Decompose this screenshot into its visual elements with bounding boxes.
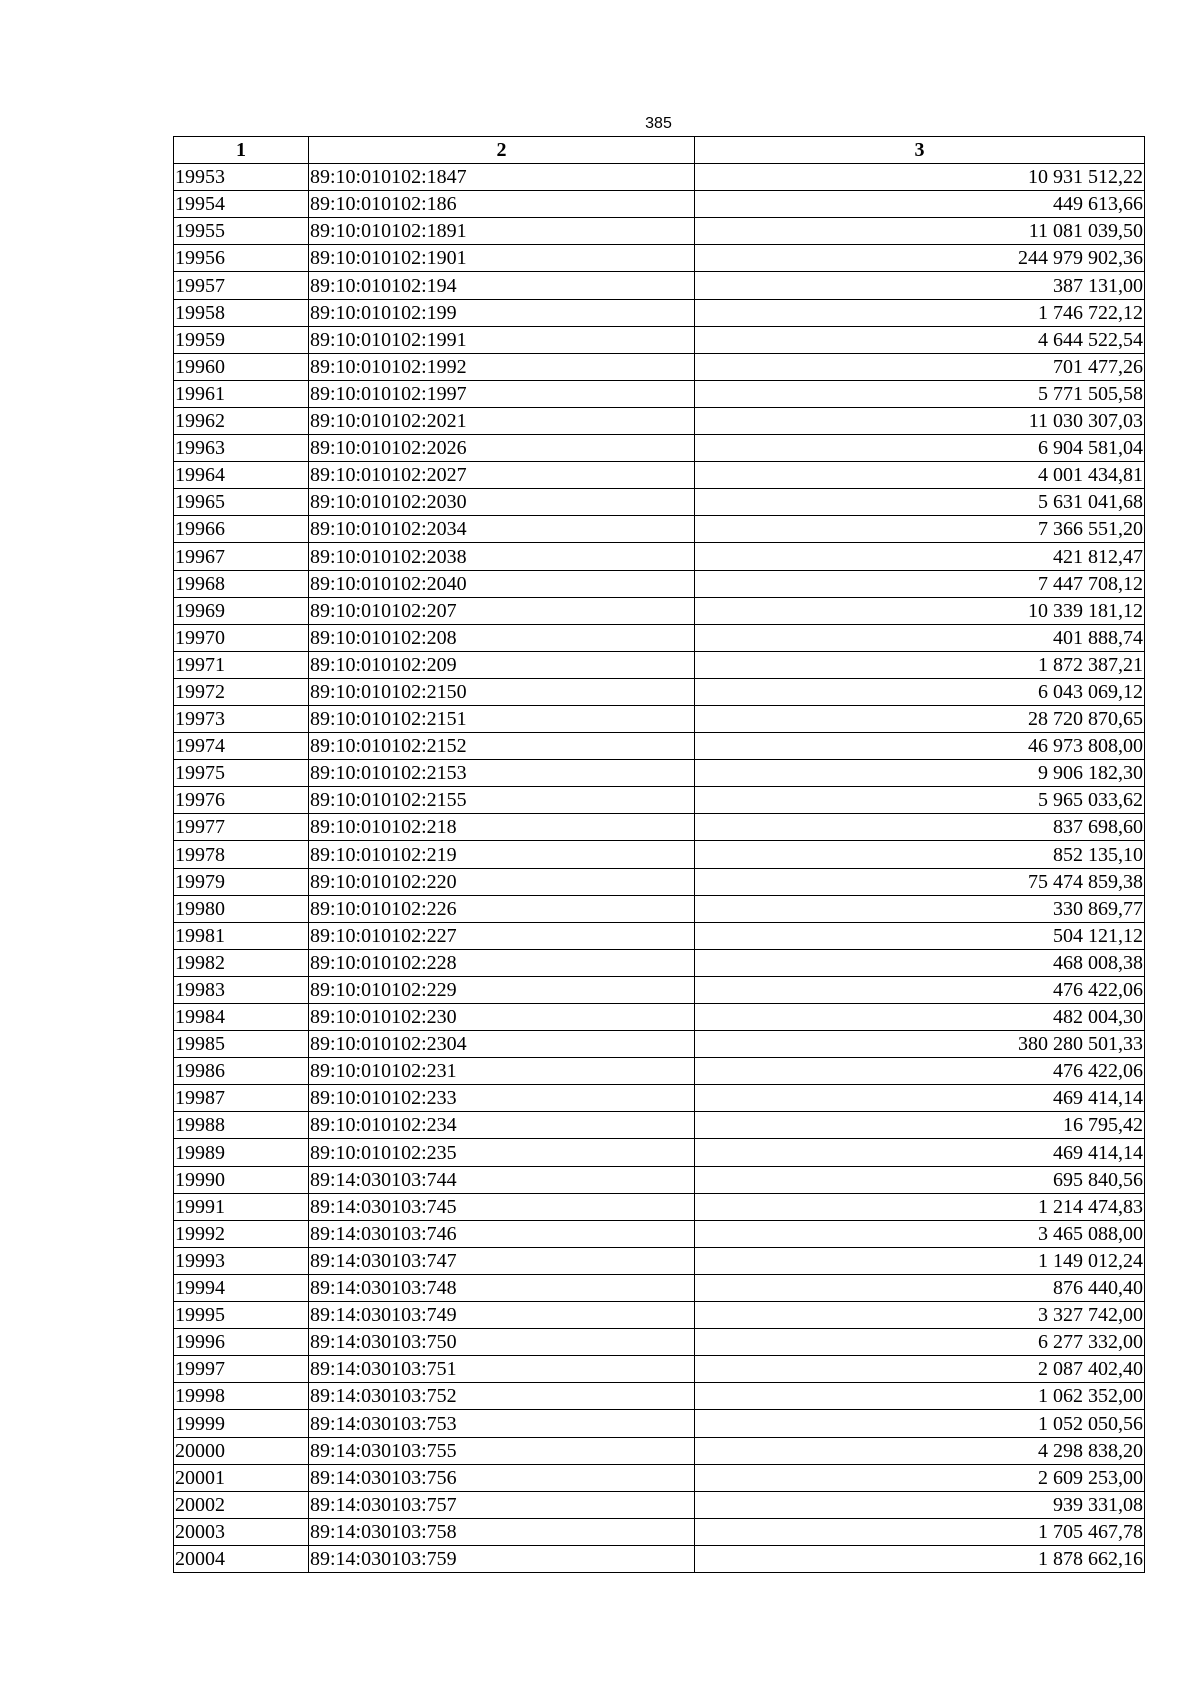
row-number-cell: 19987 <box>174 1085 309 1112</box>
row-number-cell: 19957 <box>174 272 309 299</box>
cadastral-number-cell: 89:14:030103:746 <box>309 1220 695 1247</box>
table-row <box>174 976 1145 1003</box>
row-number-cell: 19965 <box>174 489 309 516</box>
cadastral-number-cell: 89:14:030103:744 <box>309 1166 695 1193</box>
cadastral-number-cell: 89:14:030103:751 <box>309 1356 695 1383</box>
cadastral-value-cell: 11 030 307,03 <box>695 407 1145 434</box>
cadastral-number-cell: 89:10:010102:1997 <box>309 380 695 407</box>
cadastral-number-cell: 89:10:010102:199 <box>309 299 695 326</box>
row-number-cell: 19980 <box>174 895 309 922</box>
table-row <box>174 1004 1145 1031</box>
table-row <box>174 218 1145 245</box>
cadastral-number-cell: 89:10:010102:229 <box>309 976 695 1003</box>
cadastral-number-cell: 89:10:010102:234 <box>309 1112 695 1139</box>
row-number-cell: 19999 <box>174 1410 309 1437</box>
cadastral-number-cell: 89:10:010102:220 <box>309 868 695 895</box>
cadastral-number-cell: 89:10:010102:2150 <box>309 678 695 705</box>
table-row <box>174 1139 1145 1166</box>
cadastral-number-cell: 89:10:010102:2026 <box>309 435 695 462</box>
cadastral-number-cell: 89:10:010102:2153 <box>309 760 695 787</box>
cadastral-value-cell: 476 422,06 <box>695 976 1145 1003</box>
table-row <box>174 380 1145 407</box>
cadastral-number-cell: 89:10:010102:194 <box>309 272 695 299</box>
table-row <box>174 570 1145 597</box>
row-number-cell: 19962 <box>174 407 309 434</box>
column-header-1: 1 <box>174 137 309 164</box>
cadastral-number-cell: 89:14:030103:753 <box>309 1410 695 1437</box>
table-row <box>174 651 1145 678</box>
cadastral-value-cell: 244 979 902,36 <box>695 245 1145 272</box>
cadastral-value-cell: 468 008,38 <box>695 949 1145 976</box>
row-number-cell: 19979 <box>174 868 309 895</box>
cadastral-value-cell: 2 087 402,40 <box>695 1356 1145 1383</box>
page-number: 385 <box>645 115 672 132</box>
row-number-cell: 19955 <box>174 218 309 245</box>
row-number-cell: 19970 <box>174 624 309 651</box>
row-number-cell: 19997 <box>174 1356 309 1383</box>
table-row <box>174 516 1145 543</box>
row-number-cell: 19964 <box>174 462 309 489</box>
cadastral-value-table <box>173 136 1145 1573</box>
table-body <box>174 164 1145 1573</box>
cadastral-value-cell: 1 052 050,56 <box>695 1410 1145 1437</box>
table-row <box>174 841 1145 868</box>
row-number-cell: 19968 <box>174 570 309 597</box>
cadastral-number-cell: 89:10:010102:2027 <box>309 462 695 489</box>
row-number-cell: 19977 <box>174 814 309 841</box>
row-number-cell: 19984 <box>174 1004 309 1031</box>
table-row <box>174 1112 1145 1139</box>
row-number-cell: 20003 <box>174 1518 309 1545</box>
table-row <box>174 1356 1145 1383</box>
cadastral-value-cell: 1 746 722,12 <box>695 299 1145 326</box>
cadastral-value-cell: 380 280 501,33 <box>695 1031 1145 1058</box>
cadastral-value-cell: 876 440,40 <box>695 1274 1145 1301</box>
cadastral-number-cell: 89:10:010102:219 <box>309 841 695 868</box>
table-row <box>174 1464 1145 1491</box>
table-row <box>174 678 1145 705</box>
table-row <box>174 272 1145 299</box>
table-row <box>174 245 1145 272</box>
cadastral-number-cell: 89:14:030103:752 <box>309 1383 695 1410</box>
cadastral-value-cell: 4 001 434,81 <box>695 462 1145 489</box>
row-number-cell: 19953 <box>174 164 309 191</box>
table-row <box>174 326 1145 353</box>
table-row <box>174 489 1145 516</box>
row-number-cell: 19998 <box>174 1383 309 1410</box>
row-number-cell: 19978 <box>174 841 309 868</box>
cadastral-number-cell: 89:10:010102:1991 <box>309 326 695 353</box>
cadastral-value-cell: 4 298 838,20 <box>695 1437 1145 1464</box>
cadastral-number-cell: 89:14:030103:758 <box>309 1518 695 1545</box>
cadastral-value-cell: 401 888,74 <box>695 624 1145 651</box>
column-header-3: 3 <box>695 137 1145 164</box>
cadastral-value-cell: 16 795,42 <box>695 1112 1145 1139</box>
cadastral-number-cell: 89:10:010102:2034 <box>309 516 695 543</box>
cadastral-value-cell: 421 812,47 <box>695 543 1145 570</box>
row-number-cell: 19972 <box>174 678 309 705</box>
cadastral-value-cell: 476 422,06 <box>695 1058 1145 1085</box>
cadastral-value-cell: 4 644 522,54 <box>695 326 1145 353</box>
table-row <box>174 407 1145 434</box>
table-row <box>174 1545 1145 1572</box>
table-row <box>174 1085 1145 1112</box>
row-number-cell: 19975 <box>174 760 309 787</box>
row-number-cell: 19967 <box>174 543 309 570</box>
table-row <box>174 733 1145 760</box>
cadastral-value-cell: 469 414,14 <box>695 1085 1145 1112</box>
table-row <box>174 814 1145 841</box>
cadastral-value-cell: 330 869,77 <box>695 895 1145 922</box>
row-number-cell: 19989 <box>174 1139 309 1166</box>
row-number-cell: 19956 <box>174 245 309 272</box>
row-number-cell: 19990 <box>174 1166 309 1193</box>
cadastral-number-cell: 89:10:010102:1891 <box>309 218 695 245</box>
cadastral-value-cell: 449 613,66 <box>695 191 1145 218</box>
row-number-cell: 19994 <box>174 1274 309 1301</box>
cadastral-number-cell: 89:14:030103:750 <box>309 1329 695 1356</box>
cadastral-value-cell: 75 474 859,38 <box>695 868 1145 895</box>
table-row <box>174 868 1145 895</box>
table-row <box>174 597 1145 624</box>
cadastral-number-cell: 89:10:010102:2021 <box>309 407 695 434</box>
row-number-cell: 19966 <box>174 516 309 543</box>
table-row <box>174 435 1145 462</box>
table-row <box>174 1410 1145 1437</box>
cadastral-number-cell: 89:10:010102:231 <box>309 1058 695 1085</box>
cadastral-number-cell: 89:10:010102:227 <box>309 922 695 949</box>
cadastral-value-cell: 11 081 039,50 <box>695 218 1145 245</box>
cadastral-number-cell: 89:10:010102:1847 <box>309 164 695 191</box>
cadastral-number-cell: 89:10:010102:2155 <box>309 787 695 814</box>
cadastral-number-cell: 89:10:010102:2030 <box>309 489 695 516</box>
row-number-cell: 19988 <box>174 1112 309 1139</box>
cadastral-number-cell: 89:10:010102:1901 <box>309 245 695 272</box>
row-number-cell: 20001 <box>174 1464 309 1491</box>
cadastral-number-cell: 89:14:030103:747 <box>309 1247 695 1274</box>
row-number-cell: 19992 <box>174 1220 309 1247</box>
row-number-cell: 19996 <box>174 1329 309 1356</box>
cadastral-number-cell: 89:14:030103:757 <box>309 1491 695 1518</box>
cadastral-number-cell: 89:10:010102:2304 <box>309 1031 695 1058</box>
cadastral-number-cell: 89:10:010102:209 <box>309 651 695 678</box>
cadastral-value-cell: 837 698,60 <box>695 814 1145 841</box>
cadastral-value-cell: 6 277 332,00 <box>695 1329 1145 1356</box>
table-row <box>174 1491 1145 1518</box>
cadastral-value-cell: 3 465 088,00 <box>695 1220 1145 1247</box>
table-row <box>174 1220 1145 1247</box>
cadastral-value-cell: 3 327 742,00 <box>695 1302 1145 1329</box>
cadastral-value-cell: 1 149 012,24 <box>695 1247 1145 1274</box>
row-number-cell: 19995 <box>174 1302 309 1329</box>
column-header-2: 2 <box>309 137 695 164</box>
table-row <box>174 1274 1145 1301</box>
cadastral-number-cell: 89:10:010102:230 <box>309 1004 695 1031</box>
table-row <box>174 624 1145 651</box>
cadastral-value-cell: 1 878 662,16 <box>695 1545 1145 1572</box>
cadastral-number-cell: 89:14:030103:745 <box>309 1193 695 1220</box>
row-number-cell: 19981 <box>174 922 309 949</box>
row-number-cell: 19954 <box>174 191 309 218</box>
row-number-cell: 19960 <box>174 353 309 380</box>
cadastral-value-cell: 7 447 708,12 <box>695 570 1145 597</box>
cadastral-value-cell: 482 004,30 <box>695 1004 1145 1031</box>
cadastral-value-cell: 9 906 182,30 <box>695 760 1145 787</box>
table-row <box>174 164 1145 191</box>
cadastral-value-cell: 28 720 870,65 <box>695 705 1145 732</box>
cadastral-value-cell: 1 872 387,21 <box>695 651 1145 678</box>
cadastral-number-cell: 89:10:010102:2040 <box>309 570 695 597</box>
row-number-cell: 19971 <box>174 651 309 678</box>
cadastral-value-cell: 5 631 041,68 <box>695 489 1145 516</box>
cadastral-value-cell: 695 840,56 <box>695 1166 1145 1193</box>
table-row <box>174 1031 1145 1058</box>
row-number-cell: 20000 <box>174 1437 309 1464</box>
cadastral-number-cell: 89:10:010102:235 <box>309 1139 695 1166</box>
cadastral-value-cell: 10 339 181,12 <box>695 597 1145 624</box>
cadastral-number-cell: 89:10:010102:226 <box>309 895 695 922</box>
table-row <box>174 191 1145 218</box>
table-row <box>174 922 1145 949</box>
cadastral-number-cell: 89:14:030103:756 <box>309 1464 695 1491</box>
cadastral-value-cell: 469 414,14 <box>695 1139 1145 1166</box>
row-number-cell: 19961 <box>174 380 309 407</box>
table-header-row <box>174 137 1145 164</box>
cadastral-value-cell: 5 771 505,58 <box>695 380 1145 407</box>
cadastral-value-cell: 1 705 467,78 <box>695 1518 1145 1545</box>
table-row <box>174 1518 1145 1545</box>
cadastral-value-cell: 504 121,12 <box>695 922 1145 949</box>
cadastral-value-cell: 7 366 551,20 <box>695 516 1145 543</box>
table-row <box>174 705 1145 732</box>
cadastral-number-cell: 89:14:030103:759 <box>309 1545 695 1572</box>
cadastral-value-cell: 1 214 474,83 <box>695 1193 1145 1220</box>
table-row <box>174 1383 1145 1410</box>
row-number-cell: 19959 <box>174 326 309 353</box>
row-number-cell: 19985 <box>174 1031 309 1058</box>
table-row <box>174 895 1145 922</box>
row-number-cell: 19986 <box>174 1058 309 1085</box>
cadastral-number-cell: 89:10:010102:2152 <box>309 733 695 760</box>
row-number-cell: 19991 <box>174 1193 309 1220</box>
row-number-cell: 19973 <box>174 705 309 732</box>
table-row <box>174 1247 1145 1274</box>
table-row <box>174 1329 1145 1356</box>
row-number-cell: 20002 <box>174 1491 309 1518</box>
cadastral-number-cell: 89:14:030103:749 <box>309 1302 695 1329</box>
cadastral-number-cell: 89:10:010102:2038 <box>309 543 695 570</box>
cadastral-value-cell: 46 973 808,00 <box>695 733 1145 760</box>
cadastral-number-cell: 89:10:010102:233 <box>309 1085 695 1112</box>
cadastral-value-cell: 701 477,26 <box>695 353 1145 380</box>
cadastral-number-cell: 89:10:010102:2151 <box>309 705 695 732</box>
row-number-cell: 19983 <box>174 976 309 1003</box>
cadastral-number-cell: 89:10:010102:228 <box>309 949 695 976</box>
table-row <box>174 1302 1145 1329</box>
table-row <box>174 949 1145 976</box>
table-row <box>174 1166 1145 1193</box>
cadastral-number-cell: 89:14:030103:755 <box>309 1437 695 1464</box>
cadastral-number-cell: 89:10:010102:207 <box>309 597 695 624</box>
row-number-cell: 19958 <box>174 299 309 326</box>
cadastral-number-cell: 89:10:010102:208 <box>309 624 695 651</box>
cadastral-value-cell: 2 609 253,00 <box>695 1464 1145 1491</box>
row-number-cell: 19976 <box>174 787 309 814</box>
row-number-cell: 20004 <box>174 1545 309 1572</box>
table-row <box>174 787 1145 814</box>
cadastral-value-cell: 5 965 033,62 <box>695 787 1145 814</box>
table-row <box>174 462 1145 489</box>
cadastral-value-cell: 6 904 581,04 <box>695 435 1145 462</box>
table-row <box>174 353 1145 380</box>
cadastral-number-cell: 89:14:030103:748 <box>309 1274 695 1301</box>
table-row <box>174 1193 1145 1220</box>
cadastral-value-cell: 1 062 352,00 <box>695 1383 1145 1410</box>
table-row <box>174 299 1145 326</box>
cadastral-value-cell: 852 135,10 <box>695 841 1145 868</box>
cadastral-value-cell: 387 131,00 <box>695 272 1145 299</box>
cadastral-value-cell: 939 331,08 <box>695 1491 1145 1518</box>
cadastral-number-cell: 89:10:010102:1992 <box>309 353 695 380</box>
cadastral-value-cell: 10 931 512,22 <box>695 164 1145 191</box>
row-number-cell: 19982 <box>174 949 309 976</box>
table-row <box>174 760 1145 787</box>
cadastral-value-cell: 6 043 069,12 <box>695 678 1145 705</box>
cadastral-number-cell: 89:10:010102:186 <box>309 191 695 218</box>
row-number-cell: 19963 <box>174 435 309 462</box>
table-row <box>174 543 1145 570</box>
table-row <box>174 1437 1145 1464</box>
cadastral-number-cell: 89:10:010102:218 <box>309 814 695 841</box>
table-row <box>174 1058 1145 1085</box>
row-number-cell: 19974 <box>174 733 309 760</box>
row-number-cell: 19969 <box>174 597 309 624</box>
row-number-cell: 19993 <box>174 1247 309 1274</box>
